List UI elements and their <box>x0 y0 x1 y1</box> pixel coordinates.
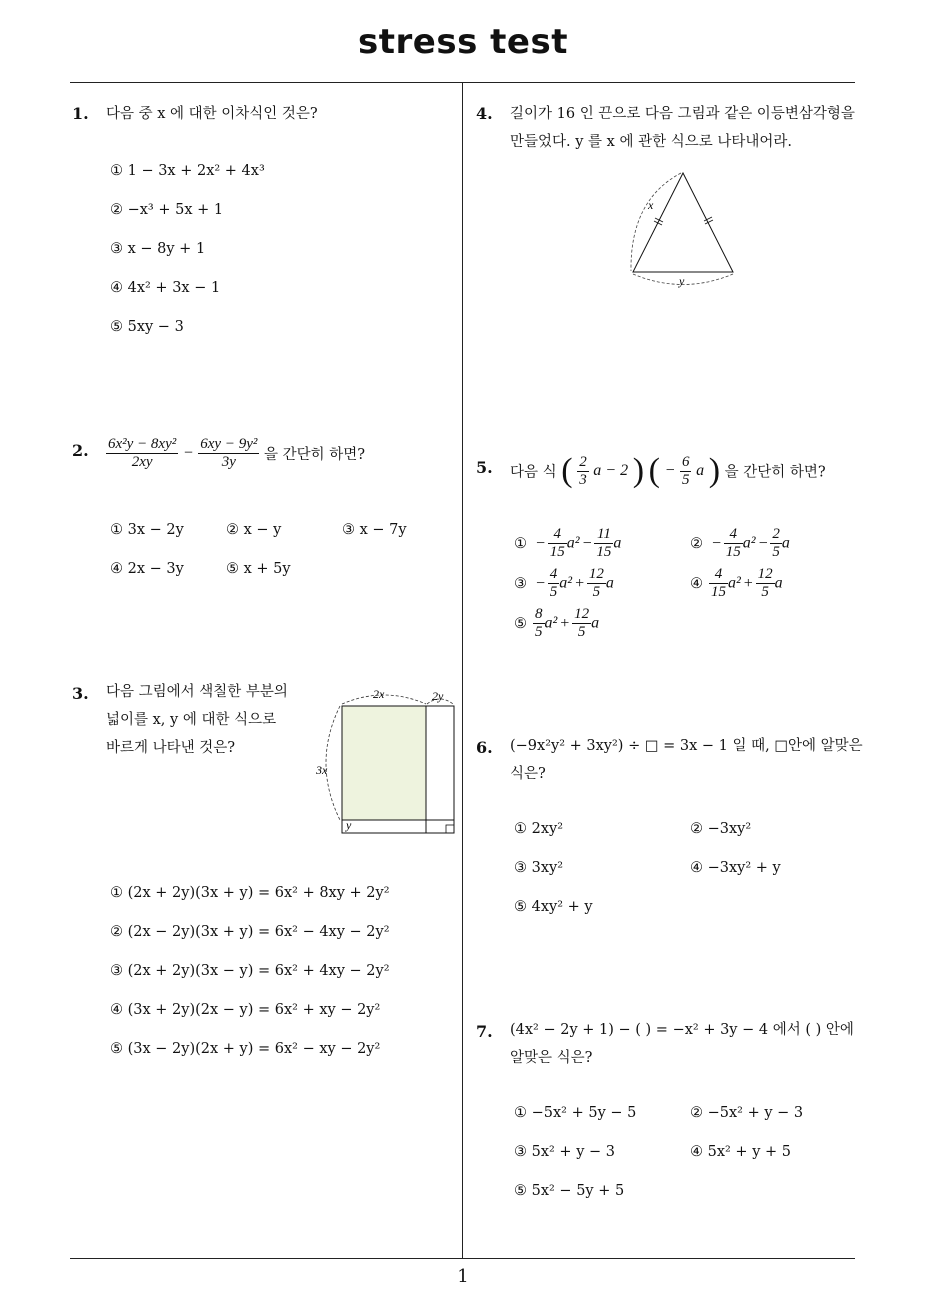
question-text: 다음 중 x 에 대한 이차식인 것은? <box>106 106 318 122</box>
fraction-denominator: 5 <box>592 584 601 600</box>
term: a <box>696 462 705 479</box>
option-2[interactable] <box>690 526 790 561</box>
fraction-numerator: 2 <box>772 526 780 542</box>
option-1[interactable]: ① 3x − 2y <box>110 522 184 538</box>
sign: − <box>711 534 722 552</box>
fraction <box>770 526 782 561</box>
fraction-denominator: 5 <box>577 624 586 640</box>
option-1[interactable]: ① (2x + 2y)(3x + y) = 6x² + 8xy + 2y² <box>110 885 390 901</box>
option-4[interactable]: ④ 4x² + 3x − 1 <box>110 280 221 296</box>
label-2x: 2x <box>373 687 385 701</box>
question-expression <box>106 436 365 471</box>
option-4[interactable]: ④ −3xy² + y <box>690 860 781 876</box>
option-2[interactable]: ② −x³ + 5x + 1 <box>110 202 224 218</box>
question-text-line-1: (4x² − 2y + 1) − ( ) = −x² + 3y − 4 에서 ( ) 안에 <box>510 1022 854 1038</box>
sign: − <box>581 534 593 552</box>
fraction <box>577 454 589 489</box>
fraction <box>594 526 613 561</box>
option-2[interactable]: ② x − y <box>226 522 282 538</box>
option-4[interactable] <box>690 566 783 601</box>
fraction-denominator: 15 <box>549 544 565 560</box>
fraction-denominator: 5 <box>681 471 690 488</box>
option-3[interactable]: ③ 5x² + y − 3 <box>514 1144 615 1160</box>
fraction-denominator: 15 <box>711 584 726 600</box>
right-angle-mark <box>446 825 454 833</box>
question-suffix: 을 간단히 하면? <box>263 447 366 463</box>
option-mark: ① <box>514 535 527 552</box>
fraction-denominator: 5 <box>549 584 558 600</box>
option-5[interactable]: ⑤ 4xy² + y <box>514 899 593 915</box>
option-5[interactable]: ⑤ x + 5y <box>226 561 291 577</box>
fraction-numerator: 6 <box>681 453 690 470</box>
triangle <box>633 173 733 272</box>
option-4[interactable]: ④ 2x − 3y <box>110 561 184 577</box>
option-mark: ③ <box>514 575 527 592</box>
question-prefix: 다음 식 <box>510 464 557 481</box>
question-number: 2. <box>72 441 89 460</box>
fraction <box>548 566 560 601</box>
question-number: 1. <box>72 104 89 123</box>
brace-left <box>326 706 340 820</box>
fraction-2 <box>198 436 259 471</box>
option-2[interactable]: ② (2x − 2y)(3x + y) = 6x² − 4xy − 2y² <box>110 924 390 940</box>
label-y: y <box>346 818 352 832</box>
label-x: x <box>648 198 654 212</box>
option-mark: ② <box>690 535 703 552</box>
fraction-denominator: 5 <box>772 544 780 560</box>
option-5[interactable]: ⑤ 5xy − 3 <box>110 319 184 335</box>
question-number: 7. <box>476 1022 493 1041</box>
label-y: y <box>679 274 685 288</box>
option-5[interactable]: ⑤ 5x² − 5y + 5 <box>514 1183 625 1199</box>
page-title: stress test <box>358 22 568 62</box>
variable: a <box>774 574 783 592</box>
question-suffix: 을 간단히 하면? <box>724 464 826 481</box>
variable: a <box>591 614 600 632</box>
option-mark: ④ <box>690 575 703 592</box>
fraction <box>680 454 692 489</box>
fraction-denominator: 5 <box>761 584 769 600</box>
option-3[interactable]: ③ (2x + 2y)(3x − y) = 6x² + 4xy − 2y² <box>110 963 390 979</box>
variable: a <box>613 534 622 552</box>
fraction-numerator: 2 <box>579 453 587 470</box>
question-text-line-1: 다음 그림에서 색칠한 부분의 <box>106 684 288 700</box>
fraction <box>756 566 775 601</box>
question-number: 6. <box>476 738 493 757</box>
fraction <box>548 526 567 561</box>
label-3x: 3x <box>316 763 328 777</box>
label-2y: 2y <box>432 689 444 703</box>
question-expression <box>510 452 826 490</box>
fraction-denominator: 15 <box>596 544 612 560</box>
fraction <box>587 566 606 601</box>
footer-rule <box>70 1258 855 1259</box>
question-text-line-2: 넓이를 x, y 에 대한 식으로 <box>106 712 277 728</box>
variable: a² <box>544 614 558 632</box>
fraction <box>572 606 591 641</box>
paren-close: ) <box>632 452 645 489</box>
option-4[interactable]: ④ 5x² + y + 5 <box>690 1144 791 1160</box>
fraction-numerator: 12 <box>757 566 773 582</box>
fraction-numerator: 6x²y − 8xy² <box>108 436 177 452</box>
option-4[interactable]: ④ (3x + 2y)(2x − y) = 6x² + xy − 2y² <box>110 1002 381 1018</box>
page-number: 1 <box>457 1266 469 1287</box>
option-3[interactable]: ③ 3xy² <box>514 860 564 876</box>
term: a − 2 <box>593 462 629 479</box>
option-3[interactable]: ③ x − 8y + 1 <box>110 241 206 257</box>
sign: − <box>535 574 546 592</box>
fraction-denominator: 2xy <box>131 454 153 470</box>
option-2[interactable]: ② −3xy² <box>690 821 752 837</box>
question-text-line-2: 만들었다. y 를 x 에 관한 식으로 나타내어라. <box>510 134 792 150</box>
shaded-region <box>342 706 426 820</box>
question-text-line-1: (−9x²y² + 3xy²) ÷ □ = 3x − 1 일 때, □안에 알맞은 <box>510 738 863 754</box>
fraction-numerator: 4 <box>548 526 567 544</box>
fraction-numerator: 12 <box>574 606 590 622</box>
variable: a² <box>728 574 741 592</box>
sign: − <box>664 462 676 479</box>
question-text-line-3: 바르게 나타낸 것은? <box>106 740 236 756</box>
variable: a <box>781 534 790 552</box>
fraction-numerator: 11 <box>594 526 613 544</box>
option-mark: ⑤ <box>514 615 527 632</box>
sign: − <box>757 534 769 552</box>
sign: + <box>742 574 754 592</box>
option-5[interactable]: ⑤ (3x − 2y)(2x + y) = 6x² − xy − 2y² <box>110 1041 381 1057</box>
sign: − <box>535 534 546 552</box>
fraction <box>533 606 545 641</box>
option-1[interactable]: ① 2xy² <box>514 821 564 837</box>
question-text-line-2: 알맞은 식은? <box>510 1050 593 1066</box>
question-text-line-1: 길이가 16 인 끈으로 다음 그림과 같은 이등변삼각형을 <box>510 106 855 122</box>
fraction-denominator: 5 <box>535 624 543 640</box>
rectangle-figure <box>310 684 460 834</box>
question-number: 4. <box>476 104 493 123</box>
isosceles-triangle-figure <box>620 165 750 295</box>
option-1[interactable] <box>514 526 621 561</box>
fraction-numerator: 8 <box>535 606 543 622</box>
fraction-numerator: 12 <box>588 566 604 582</box>
fraction <box>724 526 743 561</box>
fraction-numerator: 4 <box>549 566 558 582</box>
fraction <box>709 566 728 601</box>
minus-sign: − <box>182 444 194 462</box>
question-number: 3. <box>72 684 89 703</box>
paren-close: ) <box>708 452 721 489</box>
option-1[interactable]: ① 1 − 3x + 2x² + 4x³ <box>110 163 265 179</box>
fraction-denominator: 3y <box>221 454 236 470</box>
option-5[interactable] <box>514 606 599 641</box>
sign: + <box>559 614 571 632</box>
question-text-line-2: 식은? <box>510 766 546 782</box>
fraction-numerator: 4 <box>709 566 728 584</box>
column-divider <box>462 82 463 1259</box>
paren-open: ( <box>561 452 573 489</box>
option-1[interactable]: ① −5x² + 5y − 5 <box>514 1105 637 1121</box>
fraction-numerator: 6xy − 9y² <box>200 436 258 452</box>
question-number: 5. <box>476 458 493 477</box>
fraction-1 <box>106 436 178 471</box>
paren-open: ( <box>648 452 660 489</box>
option-3[interactable] <box>514 566 614 601</box>
variable: a² <box>566 534 580 552</box>
sign: + <box>574 574 585 592</box>
option-3[interactable]: ③ x − 7y <box>342 522 407 538</box>
fraction-denominator: 3 <box>579 471 587 488</box>
variable: a² <box>559 574 573 592</box>
fraction-numerator: 4 <box>724 526 743 544</box>
fraction-denominator: 15 <box>725 544 741 560</box>
variable: a <box>605 574 614 592</box>
variable: a² <box>742 534 756 552</box>
option-2[interactable]: ② −5x² + y − 3 <box>690 1105 804 1121</box>
